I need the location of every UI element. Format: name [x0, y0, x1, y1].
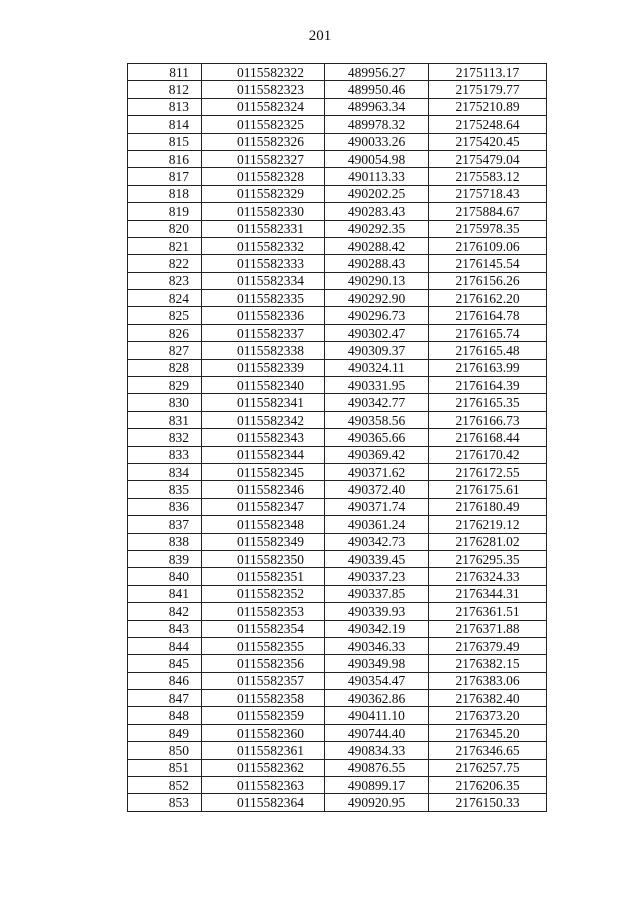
- coordinates-table: [127, 63, 547, 812]
- x-coordinate-cell: 490033.26: [325, 133, 429, 150]
- x-coordinate-cell: 490309.37: [325, 342, 429, 359]
- y-coordinate-cell: 2176175.61: [429, 481, 547, 498]
- x-coordinate-cell: 489950.46: [325, 81, 429, 98]
- x-coordinate-cell: 490283.43: [325, 203, 429, 220]
- x-coordinate-cell: 490292.35: [325, 220, 429, 237]
- table-row: [128, 568, 547, 585]
- point-id-cell: 0115582358: [202, 690, 325, 707]
- point-id-cell: 0115582351: [202, 568, 325, 585]
- point-id-cell: 0115582360: [202, 724, 325, 741]
- point-id-cell: 0115582341: [202, 394, 325, 411]
- y-coordinate-cell: 2176150.33: [429, 794, 547, 811]
- x-coordinate-cell: 490899.17: [325, 777, 429, 794]
- table-row: [128, 81, 547, 98]
- y-coordinate-cell: 2175978.35: [429, 220, 547, 237]
- y-coordinate-cell: 2176383.06: [429, 672, 547, 689]
- table-row: [128, 133, 547, 150]
- point-id-cell: 0115582332: [202, 237, 325, 254]
- x-coordinate-cell: 489963.34: [325, 98, 429, 115]
- table-row: [128, 203, 547, 220]
- row-number-cell: 836: [128, 498, 202, 515]
- x-coordinate-cell: 489978.32: [325, 116, 429, 133]
- point-id-cell: 0115582364: [202, 794, 325, 811]
- row-number-cell: 835: [128, 481, 202, 498]
- point-id-cell: 0115582362: [202, 759, 325, 776]
- row-number-cell: 820: [128, 220, 202, 237]
- y-coordinate-cell: 2176172.55: [429, 463, 547, 480]
- x-coordinate-cell: 490372.40: [325, 481, 429, 498]
- row-number-cell: 821: [128, 237, 202, 254]
- point-id-cell: 0115582348: [202, 516, 325, 533]
- row-number-cell: 837: [128, 516, 202, 533]
- row-number-cell: 844: [128, 637, 202, 654]
- x-coordinate-cell: 490054.98: [325, 150, 429, 167]
- x-coordinate-cell: 490342.77: [325, 394, 429, 411]
- table-row: [128, 533, 547, 550]
- x-coordinate-cell: 490339.45: [325, 550, 429, 567]
- y-coordinate-cell: 2176162.20: [429, 290, 547, 307]
- y-coordinate-cell: 2175479.04: [429, 150, 547, 167]
- x-coordinate-cell: 490411.10: [325, 707, 429, 724]
- point-id-cell: 0115582350: [202, 550, 325, 567]
- table-row: [128, 429, 547, 446]
- row-number-cell: 850: [128, 742, 202, 759]
- point-id-cell: 0115582329: [202, 185, 325, 202]
- x-coordinate-cell: 490371.62: [325, 463, 429, 480]
- point-id-cell: 0115582343: [202, 429, 325, 446]
- row-number-cell: 819: [128, 203, 202, 220]
- y-coordinate-cell: 2176165.48: [429, 342, 547, 359]
- table-row: [128, 290, 547, 307]
- table-row: [128, 359, 547, 376]
- row-number-cell: 853: [128, 794, 202, 811]
- x-coordinate-cell: 490365.66: [325, 429, 429, 446]
- row-number-cell: 843: [128, 620, 202, 637]
- y-coordinate-cell: 2175583.12: [429, 168, 547, 185]
- table-row: [128, 603, 547, 620]
- y-coordinate-cell: 2175884.67: [429, 203, 547, 220]
- y-coordinate-cell: 2176164.78: [429, 307, 547, 324]
- x-coordinate-cell: 490296.73: [325, 307, 429, 324]
- table-row: [128, 550, 547, 567]
- y-coordinate-cell: 2176361.51: [429, 603, 547, 620]
- row-number-cell: 818: [128, 185, 202, 202]
- point-id-cell: 0115582322: [202, 64, 325, 81]
- table-row: [128, 585, 547, 602]
- row-number-cell: 847: [128, 690, 202, 707]
- x-coordinate-cell: 490362.86: [325, 690, 429, 707]
- x-coordinate-cell: 490744.40: [325, 724, 429, 741]
- y-coordinate-cell: 2176145.54: [429, 255, 547, 272]
- y-coordinate-cell: 2176295.35: [429, 550, 547, 567]
- point-id-cell: 0115582334: [202, 272, 325, 289]
- point-id-cell: 0115582363: [202, 777, 325, 794]
- x-coordinate-cell: 490342.73: [325, 533, 429, 550]
- y-coordinate-cell: 2176382.15: [429, 655, 547, 672]
- x-coordinate-cell: 490292.90: [325, 290, 429, 307]
- x-coordinate-cell: 490324.11: [325, 359, 429, 376]
- y-coordinate-cell: 2176219.12: [429, 516, 547, 533]
- table-row: [128, 724, 547, 741]
- point-id-cell: 0115582342: [202, 411, 325, 428]
- table-row: [128, 620, 547, 637]
- row-number-cell: 826: [128, 324, 202, 341]
- point-id-cell: 0115582346: [202, 481, 325, 498]
- x-coordinate-cell: 490876.55: [325, 759, 429, 776]
- row-number-cell: 816: [128, 150, 202, 167]
- point-id-cell: 0115582357: [202, 672, 325, 689]
- point-id-cell: 0115582345: [202, 463, 325, 480]
- row-number-cell: 823: [128, 272, 202, 289]
- x-coordinate-cell: 490834.33: [325, 742, 429, 759]
- table-row: [128, 655, 547, 672]
- row-number-cell: 832: [128, 429, 202, 446]
- x-coordinate-cell: 490337.23: [325, 568, 429, 585]
- y-coordinate-cell: 2176168.44: [429, 429, 547, 446]
- table-row: [128, 759, 547, 776]
- table-row: [128, 707, 547, 724]
- point-id-cell: 0115582323: [202, 81, 325, 98]
- y-coordinate-cell: 2175179.77: [429, 81, 547, 98]
- point-id-cell: 0115582328: [202, 168, 325, 185]
- table-row: [128, 394, 547, 411]
- table-row: [128, 463, 547, 480]
- row-number-cell: 833: [128, 446, 202, 463]
- row-number-cell: 830: [128, 394, 202, 411]
- x-coordinate-cell: 490369.42: [325, 446, 429, 463]
- point-id-cell: 0115582344: [202, 446, 325, 463]
- row-number-cell: 812: [128, 81, 202, 98]
- x-coordinate-cell: 490302.47: [325, 324, 429, 341]
- point-id-cell: 0115582333: [202, 255, 325, 272]
- x-coordinate-cell: 490361.24: [325, 516, 429, 533]
- point-id-cell: 0115582338: [202, 342, 325, 359]
- x-coordinate-cell: 489956.27: [325, 64, 429, 81]
- point-id-cell: 0115582355: [202, 637, 325, 654]
- x-coordinate-cell: 490331.95: [325, 377, 429, 394]
- point-id-cell: 0115582331: [202, 220, 325, 237]
- table-row: [128, 150, 547, 167]
- x-coordinate-cell: 490288.43: [325, 255, 429, 272]
- y-coordinate-cell: 2175420.45: [429, 133, 547, 150]
- x-coordinate-cell: 490337.85: [325, 585, 429, 602]
- x-coordinate-cell: 490346.33: [325, 637, 429, 654]
- table-row: [128, 307, 547, 324]
- x-coordinate-cell: 490358.56: [325, 411, 429, 428]
- y-coordinate-cell: 2176163.99: [429, 359, 547, 376]
- y-coordinate-cell: 2176281.02: [429, 533, 547, 550]
- table-row: [128, 98, 547, 115]
- table-row: [128, 672, 547, 689]
- table-row: [128, 637, 547, 654]
- row-number-cell: 848: [128, 707, 202, 724]
- x-coordinate-cell: 490354.47: [325, 672, 429, 689]
- x-coordinate-cell: 490920.95: [325, 794, 429, 811]
- y-coordinate-cell: 2175113.17: [429, 64, 547, 81]
- y-coordinate-cell: 2176345.20: [429, 724, 547, 741]
- y-coordinate-cell: 2176180.49: [429, 498, 547, 515]
- table-body: [128, 64, 547, 812]
- row-number-cell: 811: [128, 64, 202, 81]
- table-row: [128, 185, 547, 202]
- row-number-cell: 817: [128, 168, 202, 185]
- table-row: [128, 516, 547, 533]
- point-id-cell: 0115582354: [202, 620, 325, 637]
- point-id-cell: 0115582325: [202, 116, 325, 133]
- row-number-cell: 828: [128, 359, 202, 376]
- row-number-cell: 846: [128, 672, 202, 689]
- row-number-cell: 839: [128, 550, 202, 567]
- x-coordinate-cell: 490371.74: [325, 498, 429, 515]
- row-number-cell: 838: [128, 533, 202, 550]
- y-coordinate-cell: 2175248.64: [429, 116, 547, 133]
- y-coordinate-cell: 2175718.43: [429, 185, 547, 202]
- table-row: [128, 446, 547, 463]
- point-id-cell: 0115582359: [202, 707, 325, 724]
- y-coordinate-cell: 2176373.20: [429, 707, 547, 724]
- page-number: 201: [308, 28, 332, 44]
- point-id-cell: 0115582353: [202, 603, 325, 620]
- point-id-cell: 0115582349: [202, 533, 325, 550]
- row-number-cell: 825: [128, 307, 202, 324]
- y-coordinate-cell: 2176166.73: [429, 411, 547, 428]
- y-coordinate-cell: 2176382.40: [429, 690, 547, 707]
- point-id-cell: 0115582327: [202, 150, 325, 167]
- row-number-cell: 822: [128, 255, 202, 272]
- table-row: [128, 411, 547, 428]
- table-row: [128, 342, 547, 359]
- row-number-cell: 824: [128, 290, 202, 307]
- table-row: [128, 377, 547, 394]
- table-row: [128, 742, 547, 759]
- y-coordinate-cell: 2176109.06: [429, 237, 547, 254]
- y-coordinate-cell: 2176170.42: [429, 446, 547, 463]
- table-row: [128, 498, 547, 515]
- y-coordinate-cell: 2176257.75: [429, 759, 547, 776]
- x-coordinate-cell: 490290.13: [325, 272, 429, 289]
- y-coordinate-cell: 2176206.35: [429, 777, 547, 794]
- y-coordinate-cell: 2175210.89: [429, 98, 547, 115]
- row-number-cell: 840: [128, 568, 202, 585]
- y-coordinate-cell: 2176165.74: [429, 324, 547, 341]
- y-coordinate-cell: 2176324.33: [429, 568, 547, 585]
- table-row: [128, 794, 547, 811]
- table-row: [128, 64, 547, 81]
- y-coordinate-cell: 2176156.26: [429, 272, 547, 289]
- y-coordinate-cell: 2176165.35: [429, 394, 547, 411]
- row-number-cell: 814: [128, 116, 202, 133]
- point-id-cell: 0115582326: [202, 133, 325, 150]
- y-coordinate-cell: 2176379.49: [429, 637, 547, 654]
- table-row: [128, 116, 547, 133]
- y-coordinate-cell: 2176164.39: [429, 377, 547, 394]
- point-id-cell: 0115582337: [202, 324, 325, 341]
- table-row: [128, 237, 547, 254]
- row-number-cell: 827: [128, 342, 202, 359]
- row-number-cell: 815: [128, 133, 202, 150]
- row-number-cell: 829: [128, 377, 202, 394]
- table-row: [128, 777, 547, 794]
- point-id-cell: 0115582339: [202, 359, 325, 376]
- row-number-cell: 842: [128, 603, 202, 620]
- x-coordinate-cell: 490113.33: [325, 168, 429, 185]
- point-id-cell: 0115582324: [202, 98, 325, 115]
- point-id-cell: 0115582356: [202, 655, 325, 672]
- table-row: [128, 481, 547, 498]
- row-number-cell: 849: [128, 724, 202, 741]
- x-coordinate-cell: 490339.93: [325, 603, 429, 620]
- table-row: [128, 255, 547, 272]
- point-id-cell: 0115582361: [202, 742, 325, 759]
- row-number-cell: 845: [128, 655, 202, 672]
- row-number-cell: 831: [128, 411, 202, 428]
- point-id-cell: 0115582335: [202, 290, 325, 307]
- row-number-cell: 834: [128, 463, 202, 480]
- table-row: [128, 690, 547, 707]
- y-coordinate-cell: 2176371.88: [429, 620, 547, 637]
- y-coordinate-cell: 2176346.65: [429, 742, 547, 759]
- x-coordinate-cell: 490349.98: [325, 655, 429, 672]
- table-row: [128, 272, 547, 289]
- x-coordinate-cell: 490202.25: [325, 185, 429, 202]
- row-number-cell: 841: [128, 585, 202, 602]
- point-id-cell: 0115582330: [202, 203, 325, 220]
- row-number-cell: 852: [128, 777, 202, 794]
- row-number-cell: 813: [128, 98, 202, 115]
- y-coordinate-cell: 2176344.31: [429, 585, 547, 602]
- point-id-cell: 0115582340: [202, 377, 325, 394]
- x-coordinate-cell: 490342.19: [325, 620, 429, 637]
- table-row: [128, 324, 547, 341]
- x-coordinate-cell: 490288.42: [325, 237, 429, 254]
- point-id-cell: 0115582347: [202, 498, 325, 515]
- row-number-cell: 851: [128, 759, 202, 776]
- table-row: [128, 168, 547, 185]
- point-id-cell: 0115582336: [202, 307, 325, 324]
- table-row: [128, 220, 547, 237]
- point-id-cell: 0115582352: [202, 585, 325, 602]
